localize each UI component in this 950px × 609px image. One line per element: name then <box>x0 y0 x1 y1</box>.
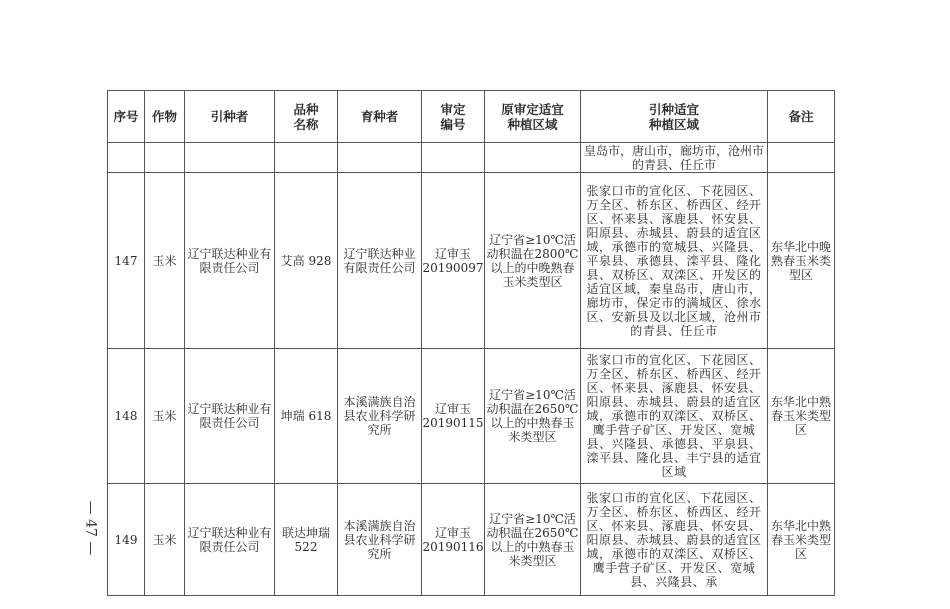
cell-intro-area: 皇岛市，唐山市，廊坊市，沧州市的青县、任丘市 <box>581 143 768 173</box>
cell-orig-area: 辽宁省≥10℃活动积温在2800℃以上的中晚熟春玉米类型区 <box>485 173 581 349</box>
cell-breeder: 本溪满族自治县农业科学研究所 <box>338 349 422 484</box>
cell-crop: 玉米 <box>145 173 185 349</box>
header-variety: 品种 名称 <box>275 91 338 143</box>
cell-intro-area: 张家口市的宣化区、下花园区、万全区、桥东区、桥西区、经开区、怀来县、涿鹿县、怀安县、阳原县、赤城县、蔚县的适宜区域，承德市的宽城县、兴隆县、平泉县、承德县、滦平县、隆化县、双桥区、双滦区、开发区的适宜区域，秦皇岛市，唐山市，廊坊市，保定市的满城区、徐水区、安新县及以北区域，沧州市的青县、任丘市 <box>581 173 768 349</box>
cell-breeder: 辽宁联达种业有限责任公司 <box>338 173 422 349</box>
header-crop: 作物 <box>145 91 185 143</box>
cell-intro-area: 张家口市的宣化区、下花园区、万全区、桥东区、桥西区、经开区、怀来县、涿鹿县、怀安县、阳原县、赤城县、蔚县的适宜区域，承德市的双滦区、双桥区、鹰手营子矿区、开发区、宽城县、兴隆县、承德县、平泉县、滦平县、隆化县、丰宁县的适宜区域 <box>581 349 768 484</box>
cell-crop: 玉米 <box>145 484 185 596</box>
cell-variety: 坤瑞 618 <box>275 349 338 484</box>
header-orig-area: 原审定适宜 种植区域 <box>485 91 581 143</box>
cell-remark: 东华北中熟春玉米类型区 <box>768 349 835 484</box>
table-header-row <box>108 91 835 143</box>
table-row <box>108 349 835 484</box>
cell-breeder: 本溪满族自治县农业科学研究所 <box>338 484 422 596</box>
cell-seq: 149 <box>108 484 145 596</box>
cell-seq: 147 <box>108 173 145 349</box>
cell-seq: 148 <box>108 349 145 484</box>
cell-introducer: 辽宁联达种业有限责任公司 <box>185 173 275 349</box>
cell-remark: 东华北中晚熟春玉米类型区 <box>768 173 835 349</box>
header-remark: 备注 <box>768 91 835 143</box>
cell-variety: 联达坤瑞522 <box>275 484 338 596</box>
cell-approval: 辽审玉 20190097 <box>422 173 485 349</box>
cell-introducer: 辽宁联达种业有限责任公司 <box>185 349 275 484</box>
cell-intro-area: 张家口市的宣化区、下花园区、万全区、桥东区、桥西区、经开区、怀来县、涿鹿县、怀安县、阳原县、赤城县、蔚县的适宜区域，承德市的双滦区、双桥区、鹰手营子矿区、开发区、宽城县、兴隆县、承 <box>581 484 768 596</box>
header-intro-area: 引种适宜 种植区域 <box>581 91 768 143</box>
cell-crop: 玉米 <box>145 349 185 484</box>
cell-introducer: 辽宁联达种业有限责任公司 <box>185 484 275 596</box>
variety-table <box>107 90 835 596</box>
cell-variety: 艾高 928 <box>275 173 338 349</box>
page-number: — 47 — <box>82 500 98 556</box>
header-seq: 序号 <box>108 91 145 143</box>
cell-approval: 辽审玉 20190115 <box>422 349 485 484</box>
table-row <box>108 173 835 349</box>
cell-remark: 东华北中熟春玉米类型区 <box>768 484 835 596</box>
header-approval: 审定 编号 <box>422 91 485 143</box>
cell-orig-area: 辽宁省≥10℃活动积温在2650℃以上的中熟春玉米类型区 <box>485 349 581 484</box>
cell-approval: 辽审玉 20190116 <box>422 484 485 596</box>
header-introducer: 引种者 <box>185 91 275 143</box>
header-breeder: 育种者 <box>338 91 422 143</box>
cell-orig-area: 辽宁省≥10℃活动积温在2650℃以上的中熟春玉米类型区 <box>485 484 581 596</box>
table-row-continuation <box>108 143 835 173</box>
table-row <box>108 484 835 596</box>
